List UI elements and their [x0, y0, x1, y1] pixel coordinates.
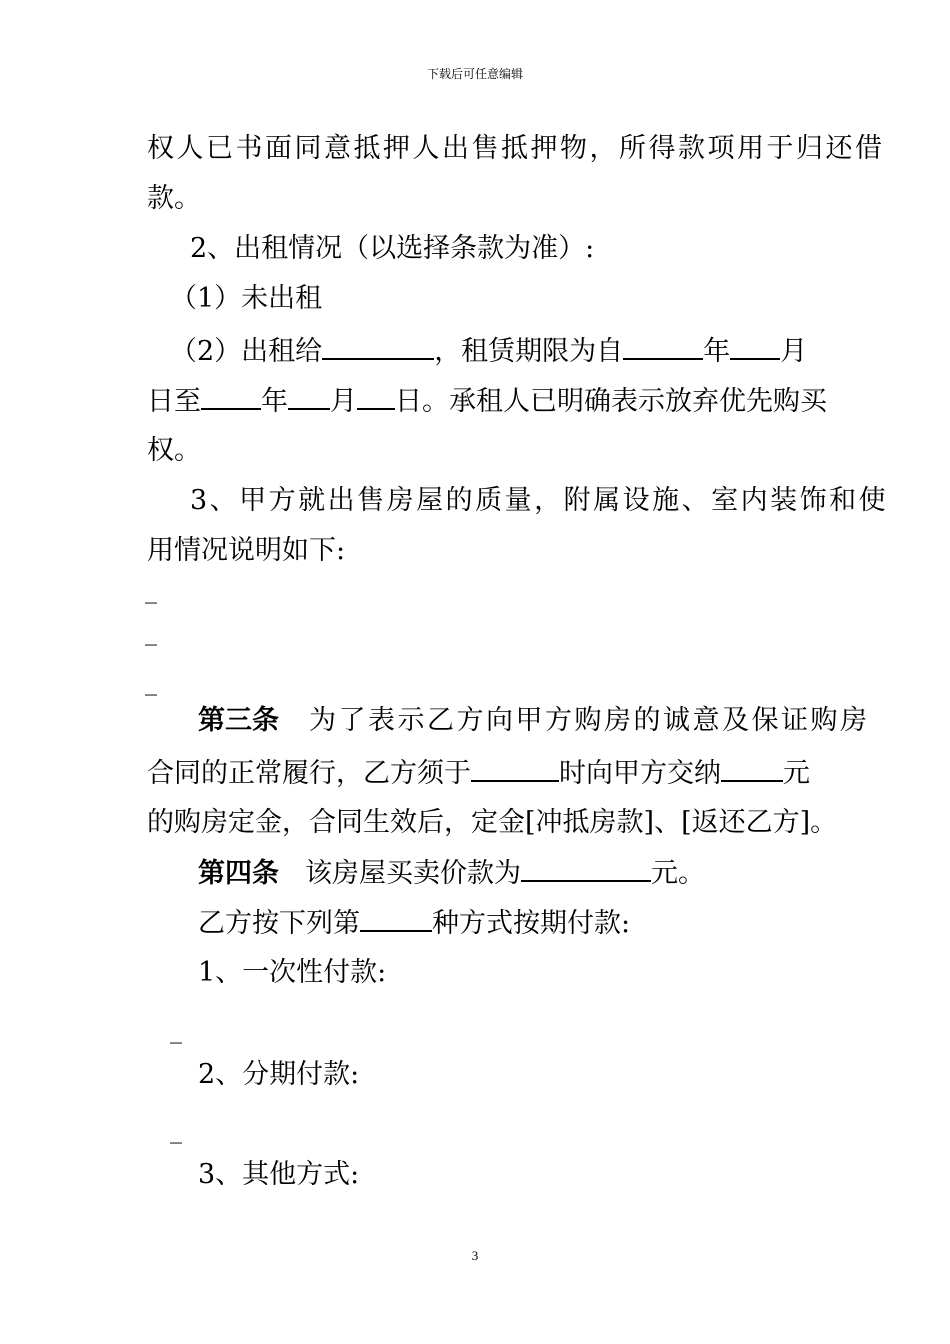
rental-option-2 [170, 334, 807, 369]
waiver-text: 日。承租人已明确表示放弃优先购买 [395, 386, 827, 417]
blank-line-dash[interactable]: _ [170, 1016, 182, 1044]
blank-line-dash[interactable]: _ [145, 576, 157, 604]
payment-option-2: 2、分期付款: [198, 1059, 360, 1090]
page-number: 3 [471, 1248, 479, 1263]
payment-option-3: 3、其他方式: [198, 1159, 360, 1190]
rental-option-2-label: （2）出租给 [170, 336, 323, 367]
article-3-text-2c: 元 [783, 758, 810, 789]
lease-end-year-blank[interactable] [201, 384, 261, 410]
body-line-1: 权人已书面同意抵押人出售抵押物，所得款项用于归还借 [147, 133, 885, 164]
article-4-line-1 [198, 856, 705, 891]
lease-start-year-blank[interactable] [623, 334, 703, 360]
tenant-blank[interactable] [322, 334, 434, 360]
article-4-text-1b: 元。 [651, 858, 705, 889]
body-line-7: 权。 [147, 435, 201, 466]
lease-end-day-blank[interactable] [357, 384, 395, 410]
price-blank[interactable] [521, 856, 651, 882]
article-4-title: 第四条 [198, 858, 279, 889]
page-header-note: 下载后可任意编辑 [426, 67, 523, 81]
article-3-text-2b: 时向甲方交纳 [559, 758, 721, 789]
article-4-text-1a: 该房屋买卖价款为 [305, 858, 521, 889]
blank-line-dash[interactable]: _ [145, 668, 157, 696]
day-to-label: 日至 [147, 386, 201, 417]
article-3-line-1 [198, 704, 870, 738]
article-3-line-2 [147, 756, 810, 791]
rental-option-2-cont [147, 384, 827, 419]
month-label: 月 [780, 336, 808, 367]
lease-period-label: ，租赁期限为自 [434, 336, 624, 367]
article-4-text-2a: 乙方按下列第 [198, 908, 360, 939]
lease-end-month-blank[interactable] [288, 384, 330, 410]
rental-option-1: （1）未出租 [170, 283, 323, 314]
article-3-line-3: 的购房定金，合同生效后，定金[冲抵房款]、[返还乙方]。 [147, 807, 838, 838]
lease-start-month-blank[interactable] [730, 334, 780, 360]
blank-line-dash[interactable]: _ [145, 618, 157, 646]
deposit-date-blank[interactable] [471, 756, 559, 782]
article-3-title: 第三条 [198, 705, 279, 736]
month-label: 月 [330, 386, 357, 417]
year-label: 年 [261, 386, 288, 417]
blank-line-dash[interactable]: _ [170, 1116, 182, 1144]
body-line-2: 款。 [147, 183, 201, 214]
article-3-text-2a: 合同的正常履行，乙方须于 [147, 758, 471, 789]
article-3-text-1: 为了表示乙方向甲方购房的诚意及保证购房 [309, 705, 870, 736]
quality-heading: 3、甲方就出售房屋的质量，附属设施、室内装饰和使 [190, 485, 889, 516]
payment-method-blank[interactable] [360, 906, 432, 932]
year-label: 年 [703, 336, 731, 367]
deposit-amount-blank[interactable] [721, 756, 783, 782]
article-4-text-2b: 种方式按期付款: [432, 908, 631, 939]
payment-option-1: 1、一次性付款: [198, 957, 387, 988]
article-4-line-2 [198, 906, 630, 941]
quality-heading-cont: 用情况说明如下: [147, 535, 346, 566]
rental-heading: 2、出租情况（以选择条款为准）: [190, 233, 595, 264]
